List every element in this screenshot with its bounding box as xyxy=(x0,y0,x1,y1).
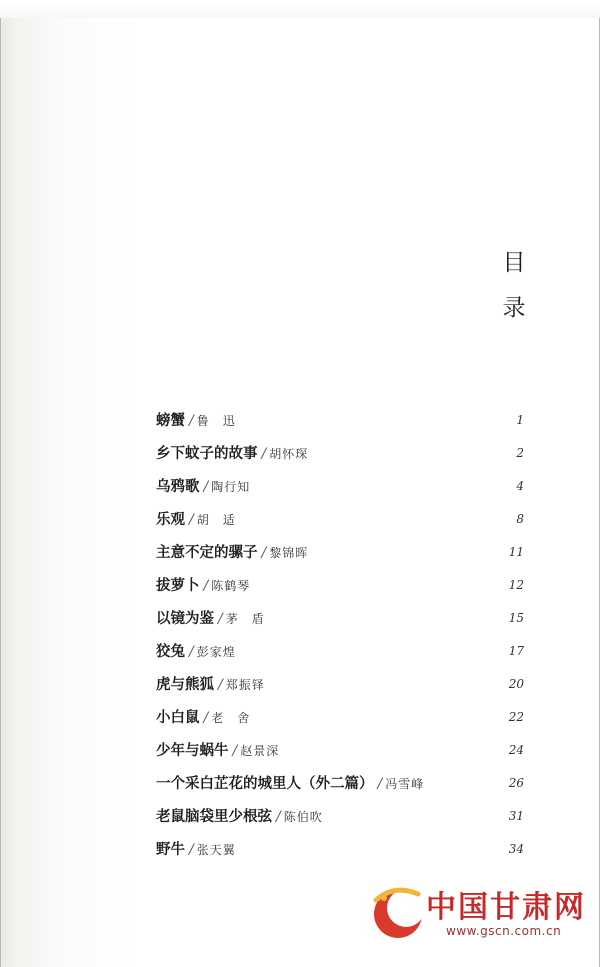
toc-entry-title: 虎与熊狐 xyxy=(156,677,214,693)
toc-entry-page: 2 xyxy=(516,446,524,460)
toc-entry-author: 陈伯吹 xyxy=(283,810,323,824)
toc-entry-title: 主意不定的骡子 xyxy=(156,545,258,561)
toc-entry[interactable] xyxy=(156,674,528,707)
toc-entry-page: 34 xyxy=(508,842,524,856)
toc-entry-author: 胡 适 xyxy=(196,513,236,527)
toc-entry-author: 张天翼 xyxy=(196,843,236,857)
toc-entry-title: 一个采白芷花的城里人（外二篇） xyxy=(156,776,374,792)
toc-entry[interactable] xyxy=(156,773,528,806)
toc-separator: / xyxy=(261,446,267,462)
toc-separator: / xyxy=(189,512,194,528)
toc-entry-page: 22 xyxy=(508,710,524,724)
toc-entry-author: 胡怀琛 xyxy=(269,447,309,461)
toc-entry-title: 乐观 xyxy=(156,512,185,528)
toc-entry[interactable] xyxy=(156,740,528,773)
toc-entry[interactable] xyxy=(156,707,528,740)
toc-entry-author: 鲁 迅 xyxy=(196,414,236,428)
toc-separator: / xyxy=(276,809,281,825)
toc-separator: / xyxy=(218,611,223,627)
toc-entry-title: 狡兔 xyxy=(156,644,185,660)
toc-separator: / xyxy=(232,743,238,759)
toc-entry-title: 乡下蚊子的故事 xyxy=(156,446,258,462)
toc-separator: / xyxy=(203,578,209,594)
page-top-band xyxy=(0,0,600,18)
toc-entry-author: 冯雪峰 xyxy=(385,777,425,791)
toc-entry[interactable] xyxy=(156,443,528,476)
toc-entry-author: 老 舍 xyxy=(211,711,251,725)
toc-entry-author: 郑振铎 xyxy=(225,678,265,692)
toc-heading-char-1: 目 xyxy=(502,250,526,276)
toc-entry-title: 少年与蜗牛 xyxy=(156,743,229,759)
toc-entry-author: 茅 盾 xyxy=(225,612,265,626)
toc-entry-page: 20 xyxy=(508,677,524,691)
toc-entry[interactable] xyxy=(156,608,528,641)
toc-entry-author: 陈鹤琴 xyxy=(211,579,251,593)
toc-entry-page: 12 xyxy=(508,578,524,592)
toc-entry[interactable] xyxy=(156,641,528,674)
toc-entry[interactable] xyxy=(156,410,528,443)
toc-entry-author: 彭家煌 xyxy=(196,645,236,659)
toc-entry-page: 31 xyxy=(508,809,524,823)
toc-entry-page: 26 xyxy=(508,776,524,790)
toc-separator: / xyxy=(261,545,267,561)
toc-separator: / xyxy=(189,413,194,429)
toc-heading-char-2: 录 xyxy=(502,295,526,321)
toc-separator: / xyxy=(218,677,223,693)
toc-entry-page: 15 xyxy=(508,611,524,625)
toc-entry-page: 8 xyxy=(516,512,524,526)
toc-entry[interactable] xyxy=(156,542,528,575)
toc-entry-author: 黎锦晖 xyxy=(269,546,309,560)
toc-entry-author: 陶行知 xyxy=(211,480,251,494)
toc-entry-page: 1 xyxy=(516,413,524,427)
toc-separator: / xyxy=(203,710,209,726)
toc-entry[interactable] xyxy=(156,806,528,839)
toc-entry-page: 4 xyxy=(516,479,524,493)
toc-entry-author: 赵景深 xyxy=(240,744,280,758)
toc-entry-title: 以镜为鉴 xyxy=(156,611,214,627)
gscn-logo-icon xyxy=(368,880,428,944)
toc-entry-page: 24 xyxy=(508,743,524,757)
toc-entry-title: 野牛 xyxy=(156,842,185,858)
toc-entry-page: 11 xyxy=(508,545,524,559)
toc-entry[interactable] xyxy=(156,476,528,509)
toc-entry-title: 乌鸦歌 xyxy=(156,479,200,495)
toc-separator: / xyxy=(203,479,209,495)
toc-entry-title: 老鼠脑袋里少根弦 xyxy=(156,809,272,825)
table-of-contents xyxy=(156,410,528,872)
watermark-site-name: 中国甘肃网 xyxy=(426,890,586,925)
toc-separator: / xyxy=(377,776,383,792)
toc-entry[interactable] xyxy=(156,509,528,542)
toc-separator: / xyxy=(189,842,194,858)
page-left-edge xyxy=(0,0,1,967)
toc-entry-title: 螃蟹 xyxy=(156,413,185,429)
toc-entry-title: 小白鼠 xyxy=(156,710,200,726)
toc-entry[interactable] xyxy=(156,575,528,608)
toc-entry-title: 拔萝卜 xyxy=(156,578,200,594)
toc-separator: / xyxy=(189,644,194,660)
watermark-url: www.gscn.com.cn xyxy=(446,924,562,938)
site-watermark xyxy=(368,880,586,950)
toc-entry[interactable] xyxy=(156,839,528,872)
toc-entry-page: 17 xyxy=(508,644,524,658)
